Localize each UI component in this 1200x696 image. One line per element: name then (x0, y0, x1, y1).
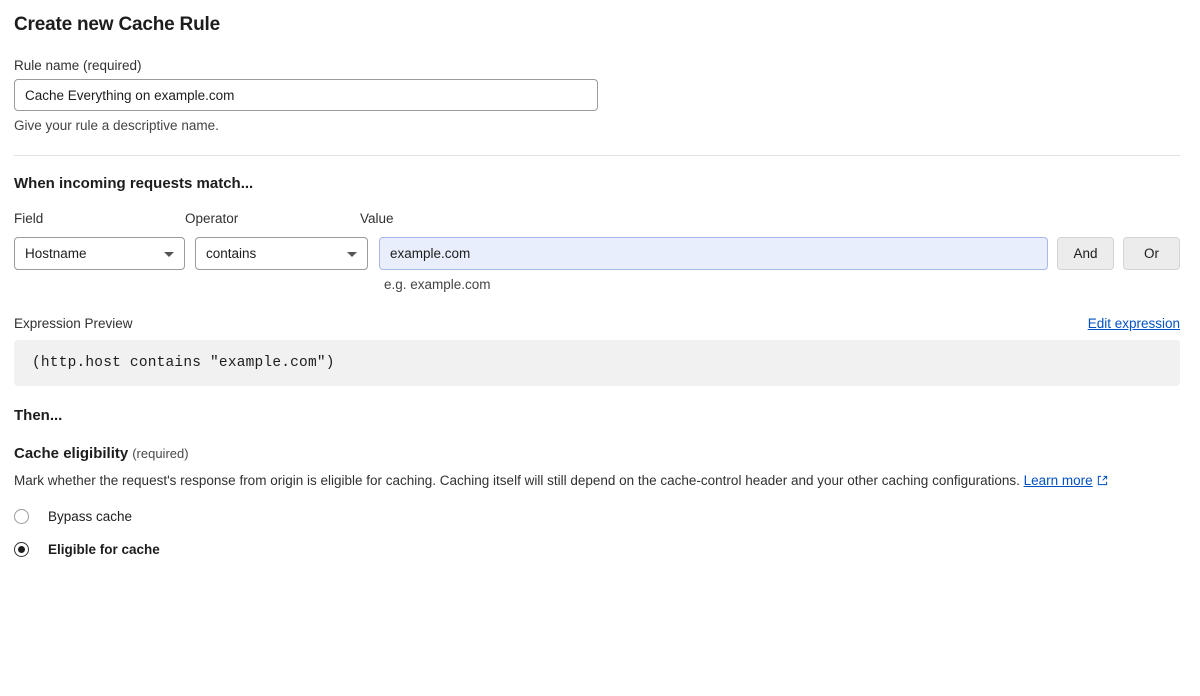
expression-preview-box: (http.host contains "example.com") (14, 340, 1180, 386)
rule-name-label: Rule name (required) (14, 58, 142, 73)
field-column-label: Field (14, 211, 44, 226)
and-button[interactable]: And (1057, 237, 1114, 270)
value-hint: e.g. example.com (384, 277, 491, 292)
rule-name-input[interactable]: Cache Everything on example.com (14, 79, 598, 111)
radio-selected-icon (14, 542, 29, 557)
match-section-heading: When incoming requests match... (14, 175, 254, 192)
cache-eligibility-title (14, 445, 1180, 462)
section-divider (14, 155, 1180, 156)
radio-bypass-cache-label: Bypass cache (48, 509, 133, 524)
operator-column-label: Operator (185, 211, 239, 226)
match-column-labels (14, 211, 1180, 232)
radio-bypass-cache[interactable] (14, 509, 1180, 524)
edit-expression-link[interactable]: Edit expression (1087, 316, 1180, 331)
cache-eligibility-title-text: Cache eligibility (14, 445, 129, 462)
radio-eligible-for-cache[interactable] (14, 542, 1180, 557)
cache-eligibility-description (14, 471, 1180, 491)
value-input[interactable]: example.com (379, 237, 1048, 270)
then-heading: Then... (14, 407, 63, 424)
field-select-value: Hostname (25, 246, 87, 261)
expression-header (14, 316, 1180, 331)
operator-select-value: contains (206, 246, 257, 261)
match-condition-row (14, 237, 1180, 270)
cache-eligibility-description-text: Mark whether the request's response from origin is eligible for caching. Caching itself will still depend on the cache-control header and your other caching configurations. (14, 473, 1024, 488)
cache-eligibility-required: (required) (132, 446, 189, 461)
chevron-down-icon (347, 252, 357, 257)
rule-name-help: Give your rule a descriptive name. (14, 118, 219, 133)
radio-icon (14, 509, 29, 524)
field-select[interactable] (14, 237, 185, 270)
page-title: Create new Cache Rule (14, 14, 220, 35)
or-button[interactable]: Or (1123, 237, 1180, 270)
expression-preview-label: Expression Preview (14, 316, 133, 331)
learn-more-link[interactable]: Learn more (1023, 473, 1093, 488)
radio-eligible-for-cache-label: Eligible for cache (48, 542, 160, 557)
chevron-down-icon (164, 252, 174, 257)
external-link-icon (1097, 472, 1108, 491)
operator-select[interactable] (195, 237, 368, 270)
value-column-label: Value (360, 211, 394, 226)
